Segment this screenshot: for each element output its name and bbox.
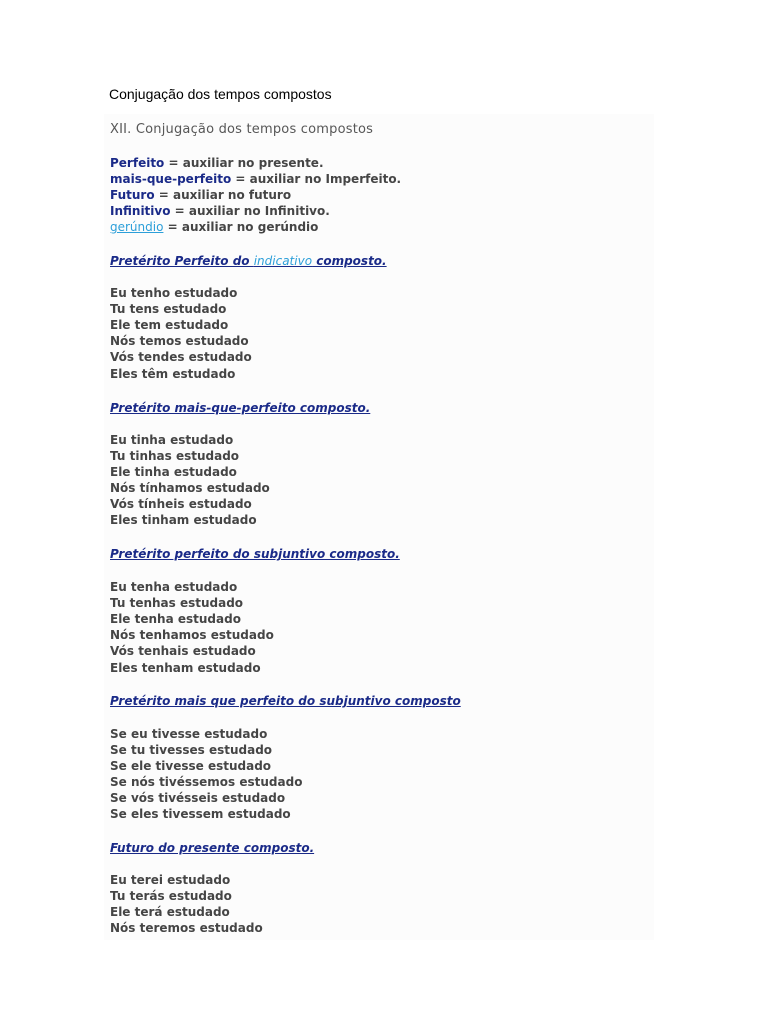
definition-text: = auxiliar no Imperfeito. (231, 172, 402, 186)
conjugation-line: Nós teremos estudado (110, 921, 263, 935)
definition-infinitivo (110, 203, 330, 219)
conjugation-line: Nós tenhamos estudado (110, 628, 274, 642)
definition-gerundio (110, 219, 318, 235)
conjugation-line: Eles têm estudado (110, 367, 236, 381)
conjugation-line: Eu tenha estudado (110, 580, 238, 594)
conjugation-line: Se eu tivesse estudado (110, 727, 268, 741)
conjugation-line: Tu tenhas estudado (110, 596, 244, 610)
conjugation-line: Vós tenhais estudado (110, 644, 256, 658)
definition-text: = auxiliar no futuro (154, 188, 292, 202)
tense-heading: Pretérito mais-que-perfeito composto. (110, 401, 371, 415)
definition-text: = auxiliar no Infinitivo. (170, 204, 330, 218)
conjugation-line: Se ele tivesse estudado (110, 759, 272, 773)
conjugation-line: Nós temos estudado (110, 334, 249, 348)
gerundio-link[interactable]: gerúndio (110, 220, 164, 234)
definition-term: Futuro (110, 188, 155, 202)
conjugation-line: Tu tinhas estudado (110, 449, 240, 463)
conjugation-line: Eu tinha estudado (110, 433, 234, 447)
definition-mais-que-perfeito (110, 171, 401, 187)
tense-heading: Pretérito mais que perfeito do subjuntivo composto (110, 694, 461, 708)
conjugation-line: Tu tens estudado (110, 302, 227, 316)
conjugation-line: Se eles tivessem estudado (110, 807, 291, 821)
tense-heading: Pretérito perfeito do subjuntivo composto. (110, 547, 400, 561)
conjugation-line: Tu terás estudado (110, 889, 232, 903)
conjugation-line: Se tu tivesses estudado (110, 743, 273, 757)
conjugation-line: Ele tem estudado (110, 318, 229, 332)
conjugation-line: Eu tenho estudado (110, 286, 238, 300)
indicativo-link[interactable]: indicativo (253, 254, 313, 268)
conjugation-line: Ele tenha estudado (110, 612, 241, 626)
page-title: Conjugação dos tempos compostos (109, 86, 332, 102)
conjugation-line: Nós tínhamos estudado (110, 481, 270, 495)
definition-term: Infinitivo (110, 204, 171, 218)
tense-heading-text: composto. (312, 254, 387, 268)
definition-perfeito (110, 155, 324, 171)
definition-text: = auxiliar no gerúndio (163, 220, 319, 234)
section-heading: XII. Conjugação dos tempos compostos (110, 122, 374, 137)
conjugation-line: Se vós tivésseis estudado (110, 791, 286, 805)
definition-text: = auxiliar no presente. (164, 156, 324, 170)
definition-term: mais-que-perfeito (110, 172, 232, 186)
conjugation-line: Eles tinham estudado (110, 513, 257, 527)
conjugation-line: Vós tendes estudado (110, 350, 252, 364)
tense-heading-text: Pretérito Perfeito do (110, 254, 254, 268)
tense-heading (110, 253, 387, 269)
definition-futuro (110, 187, 291, 203)
conjugation-line: Ele tinha estudado (110, 465, 237, 479)
conjugation-line: Eu terei estudado (110, 873, 231, 887)
conjugation-line: Ele terá estudado (110, 905, 230, 919)
conjugation-line: Eles tenham estudado (110, 661, 261, 675)
conjugation-line: Vós tínheis estudado (110, 497, 252, 511)
definition-term: Perfeito (110, 156, 165, 170)
tense-heading: Futuro do presente composto. (110, 841, 315, 855)
content-image (104, 114, 654, 940)
conjugation-line: Se nós tivéssemos estudado (110, 775, 303, 789)
